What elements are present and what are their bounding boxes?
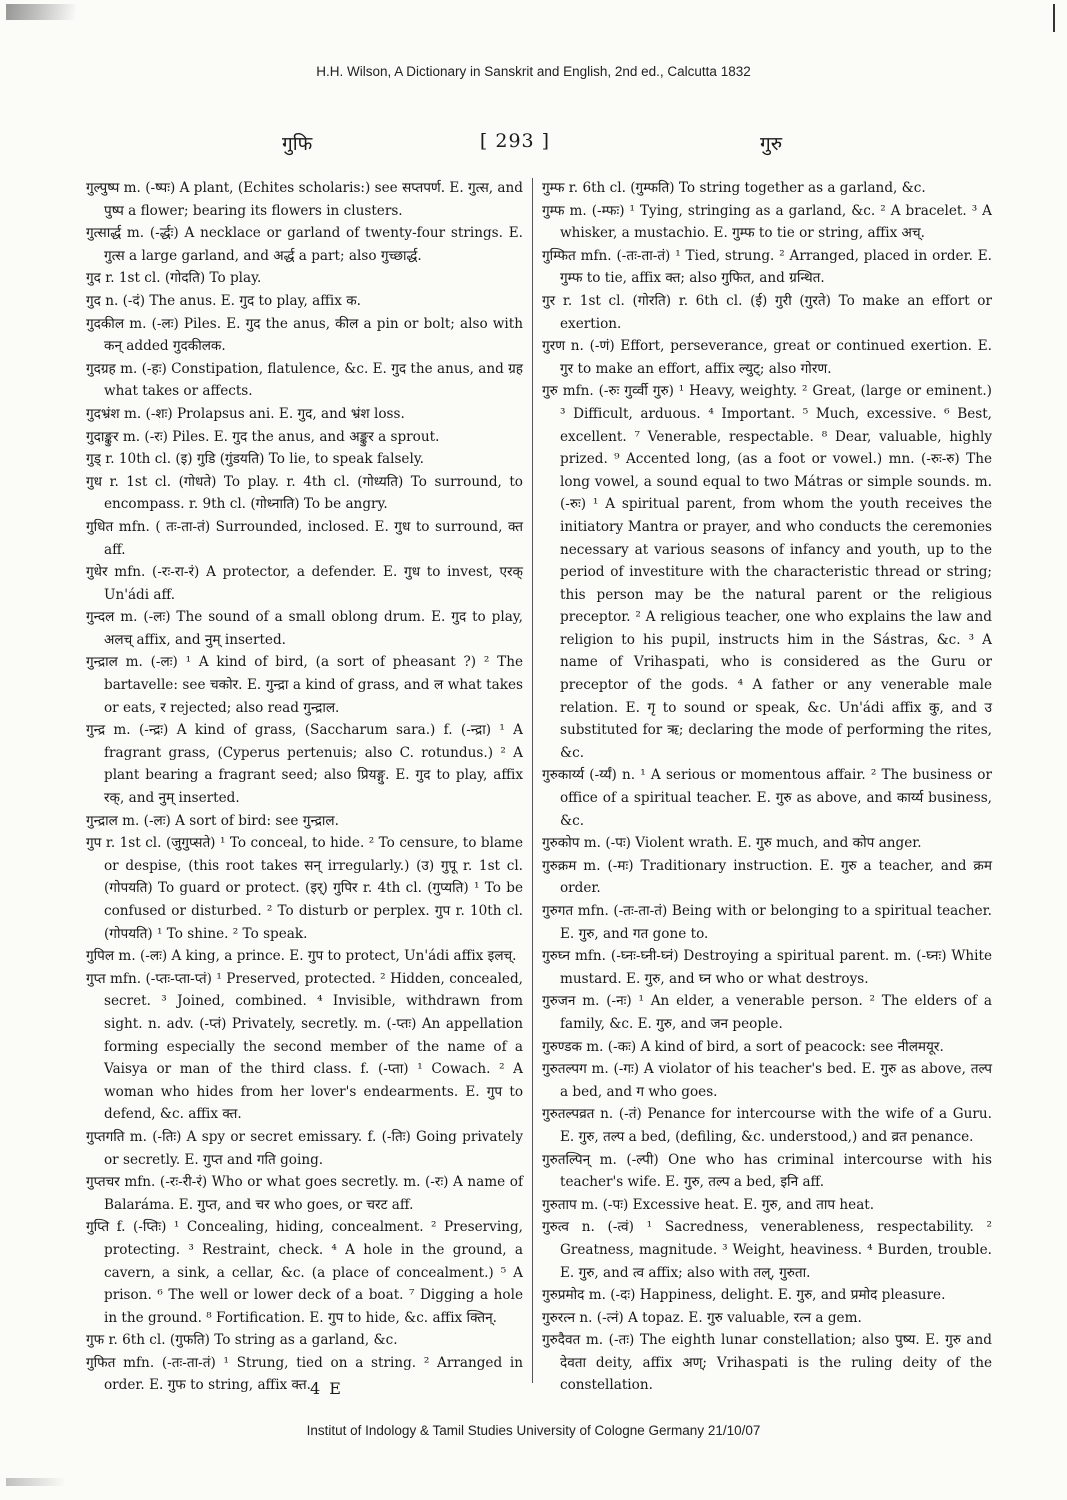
guide-word-left: गुफि [282,133,313,155]
dictionary-entry: गुत्सार्द्ध m. (-र्द्धः) A necklace or garland of twenty-four strings. E. गुत्स a large garland, and अर्द्ध a part; also गुच्छार्द्ध. [86,225,523,264]
guide-word-right: गुरु [760,133,783,155]
scan-artifact-bottom [6,1478,66,1486]
source-header: H.H. Wilson, A Dictionary in Sanskrit and English, 2nd ed., Calcutta 1832 [316,64,751,79]
dictionary-entry: गुम्फ r. 6th cl. (गुम्फति) To string together as a garland, &c. [542,180,926,196]
source-footer: Institut of Indology & Tamil Studies University of Cologne Germany 21/10/07 [306,1423,761,1438]
dictionary-entry: गुधेर mfn. (-रः-रा-रं) A protector, a defender. E. गुध to invest, एरक् Un'ádi aff. [86,564,523,603]
dictionary-entry: गुरुत्व n. (-त्वं) ¹ Sacredness, venerableness, respectability. ² Greatness, magnitude. ³ Weight, heaviness. ⁴ Burden, trouble. E. गुरु, and त्व affix; also with तल्, गुरुता. [542,1219,992,1281]
dictionary-entry: गुन्दल m. (-लः) The sound of a small oblong drum. E. गुद to play, अलच् affix, and नुम् inserted. [86,609,523,648]
dictionary-entry: गुरुक्रम m. (-मः) Traditionary instruction. E. गुरु a teacher, and क्रम order. [542,857,992,897]
dictionary-entry: गुरुताप m. (-पः) Excessive heat. E. गुरु, and ताप heat. [542,1196,875,1213]
dictionary-entry: गुफ r. 6th cl. (गुफति) To string as a garland, &c. [86,1332,398,1349]
dictionary-entry: गुद r. 1st cl. (गोदति) To play. [86,270,262,287]
dictionary-entry: गुपिल m. (-लः) A king, a prince. E. गुप to protect, Un'ádi affix इलच्. [86,948,517,965]
dictionary-entry: गुरुरत्न n. (-त्नं) A topaz. E. गुरु valuable, रत्न a gem. [542,1309,862,1326]
dictionary-entry: गुफित mfn. (-तः-ता-तं) ¹ Strung, tied on a string. ² Arranged in order. E. गुफ to string, affix क्त. [86,1354,523,1394]
dictionary-entry: गुदकील m. (-लः) Piles. E. गुद the anus, कील a pin or bolt; also with कन् added गुदकीलक. [86,315,523,355]
dictionary-entry: गुरु mfn. (-रुः गुर्व्वी गुरु) ¹ Heavy, weighty. ² Great, (large or eminent.) ³ Difficult, arduous. ⁴ Important. ⁵ Much, excessive. ⁶ Best, excellent. ⁷ Venerable, respectable. ⁸ Dear, valuable, highly prized. ⁹ Accented long, (as a foot or vowel.) mn. (-रुः-रु) The long vowel, a sound equal to two Mátras or simple sounds. m. (-रुः) ¹ A spiritual parent, from whom the youth receives the initiatory Mantra or prayer, and who conducts the ceremonies necessary at various seasons of infancy and youth, up to the period of investiture with the characteristic thread or string; this person may be the natural parent or the religious preceptor. ² A religious teacher, one who explains the law and religion to his pupil, instructs him in the Sástras, &c. ³ A name of Vrihaspati, who is considered as the Guru or preceptor of the gods. ⁴ A father or any venerable male relation. E. गृ to sound or speak, &c. Un'ádi affix कु, and उ substituted for ऋ; declaring the mode of performing the rites, &c. [542,383,992,761]
dictionary-entry: गुड् r. 10th cl. (इ) गुडि (गुंडयति) To lie, to speak falsely. [86,451,425,468]
signature-mark: 4 E [310,1379,343,1398]
dictionary-entry: गुरुघ्न mfn. (-घ्नः-घ्नी-घ्नं) Destroying a spiritual parent. m. (-घ्नः) White mustard. E. गुरु, and घ्न who or what destroys. [542,948,992,987]
dictionary-entry: गुप r. 1st cl. (जुगुप्सते) ¹ To conceal, to hide. ² To censure, to blame or despise, (this root takes सन् irregularly.) (उ) गुपू r. 1st cl. (गोपयति) To guard or protect. (इर्) गुपिर r. 4th cl. (गुप्यति) ¹ To be confused or disturbed. ² To disturb or perplex. गुप r. 10th cl. (गोपयति) ¹ To shine. ² To speak. [86,835,523,942]
left-column [86,177,523,1397]
dictionary-entry: गुप्ति f. (-प्तिः) ¹ Concealing, hiding, concealment. ² Preserving, protecting. ³ Restraint, check. ⁴ A hole in the ground, a cavern, a sink, a cellar, &c. (a place of concealment.) ⁵ A prison. ⁶ The well or lower deck of a boat. ⁷ Digging a hole in the ground. ⁸ Fortification. E. गुप to hide, &c. affix क्तिन्. [86,1219,523,1326]
dictionary-entry: गुम्फित mfn. (-तः-ता-तं) ¹ Tied, strung. ² Arranged, placed in order. E. गुम्फ to tie, affix क्त; also गुफित, and ग्रन्थित. [542,247,992,287]
dictionary-entry: गुदाङ्कुर m. (-रः) Piles. E. गुद the anus, and अङ्कुर a sprout. [86,428,440,445]
right-column [542,177,992,1397]
dictionary-entry: गुरुगत mfn. (-तः-ता-तं) Being with or belonging to a spiritual teacher. E. गुरु, and गत gone to. [542,903,992,942]
dictionary-entry: गुरुतल्पग m. (-गः) A violator of his teacher's bed. E. गुरु as above, तल्प a bed, and ग who goes. [542,1061,992,1100]
dictionary-entry: गुध r. 1st cl. (गोधते) To play. r. 4th cl. (गोध्यति) To surround, to encompass. r. 9th cl. (गोध्नाति) To be angry. [86,473,523,513]
dictionary-entry: गुदभ्रंश m. (-शः) Prolapsus ani. E. गुद, and भ्रंश loss. [86,405,405,422]
dictionary-entry: गुरुप्रमोद m. (-दः) Happiness, delight. E. गुरु, and प्रमोद pleasure. [542,1287,946,1304]
page-number: [ 293 ] [479,130,551,152]
dictionary-entry: गुप्तचर mfn. (-रः-री-रं) Who or what goes secretly. m. (-रः) A name of Balaráma. E. गुप्त, and चर who goes, or चरट aff. [86,1174,523,1213]
dictionary-entry: गुदग्रह m. (-हः) Constipation, flatulence, &c. E. गुद the anus, and ग्रह what takes or affects. [86,360,523,400]
dictionary-entry: गुन्द्राल m. (-लः) ¹ A kind of bird, (a sort of pheasant ?) ² The bartavelle: see चकोर. E. गुन्द्रा a kind of grass, and ल what takes or eats, र rejected; also read गुन्द्राल. [86,654,523,716]
dictionary-entry: गुर r. 1st cl. (गोरति) r. 6th cl. (ई) गुरी (गुरते) To make an effort or exertion. [542,292,992,332]
dictionary-entry: गुरुतल्पव्रत n. (-तं) Penance for intercourse with the wife of a Guru. E. गुरु, तल्प a bed, (defiling, &c. understood,) and व्रत penance. [542,1106,992,1145]
scan-artifact-corner [1053,4,1055,32]
dictionary-entry: गुल्पुष्प m. (-ष्पः) A plant, (Echites scholaris:) see सप्तपर्ण. E. गुत्स, and पुष्प a flower; bearing its flowers in clusters. [86,180,523,219]
dictionary-entry: गुरुदैवत m. (-तः) The eighth lunar constellation; also पुष्य. E. गुरु and देवता deity, affix अण्; Vrihaspati is the ruling deity of the constellation. [542,1332,992,1394]
dictionary-entry: गुरण n. (-णं) Effort, perseverance, great or continued exertion. E. गुर to make an effort, affix ल्युट्; also गोरण. [542,338,992,377]
column-divider [532,178,533,1383]
dictionary-entry: गुन्द्र m. (-न्द्रः) A kind of grass, (Saccharum sara.) f. (-न्द्रा) ¹ A fragrant grass, (Cyperus pertenuis; also C. rotundus.) ² A plant bearing a fragrant seed; also प्रियङ्गु. E. गुद to play, affix रक्, and नुम् inserted. [86,722,523,807]
dictionary-entry: गुरुजन m. (-नः) ¹ An elder, a venerable person. ² The elders of a family, &c. E. गुरु, and जन people. [542,993,992,1032]
dictionary-entry: गुरुकोप m. (-पः) Violent wrath. E. गुरु much, and कोप anger. [542,835,922,852]
scan-artifact-top [6,4,76,20]
dictionary-entry: गुरुण्डक m. (-कः) A kind of bird, a sort of peacock: see नीलमयूर. [542,1038,944,1055]
dictionary-entry: गुद n. (-दं) The anus. E. गुद to play, affix क. [86,292,362,309]
dictionary-entry: गुरुकार्य्य (-र्य्यं) n. ¹ A serious or momentous affair. ² The business or office of a spiritual teacher. E. गुरु as above, and कार्य्य business, &c. [542,767,992,829]
dictionary-entry: गुम्फ m. (-म्फः) ¹ Tying, stringing as a garland, &c. ² A bracelet. ³ A whisker, a mustachio. E. गुम्फ to tie or string, affix अच्. [542,202,992,242]
dictionary-entry: गुरुतल्पिन् m. (-ल्पी) One who has criminal intercourse with his teacher's wife. E. गुरु, तल्प a bed, इनि aff. [542,1151,992,1191]
dictionary-entry: गुप्त mfn. (-प्तः-प्ता-प्तं) ¹ Preserved, protected. ² Hidden, concealed, secret. ³ Joined, combined. ⁴ Invisible, withdrawn from sight. n. adv. (-प्तं) Privately, secretly. m. (-प्तः) An appellation forming especially the second member of the name of a Vaisya or man of the third class. f. (-प्ता) ¹ Cowach. ² A woman who hides from her lover's endearments. E. गुप to defend, &c. affix क्त. [86,970,523,1123]
dictionary-entry: गुप्तगति m. (-तिः) A spy or secret emissary. f. (-तिः) Going privately or secretly. E. गुप्त and गति going. [86,1128,523,1168]
dictionary-entry: गुन्द्राल m. (-लः) A sort of bird: see गुन्द्राल. [86,812,339,829]
dictionary-entry: गुधित mfn. ( तः-ता-तं) Surrounded, inclosed. E. गुध to surround, क्त aff. [86,518,523,558]
